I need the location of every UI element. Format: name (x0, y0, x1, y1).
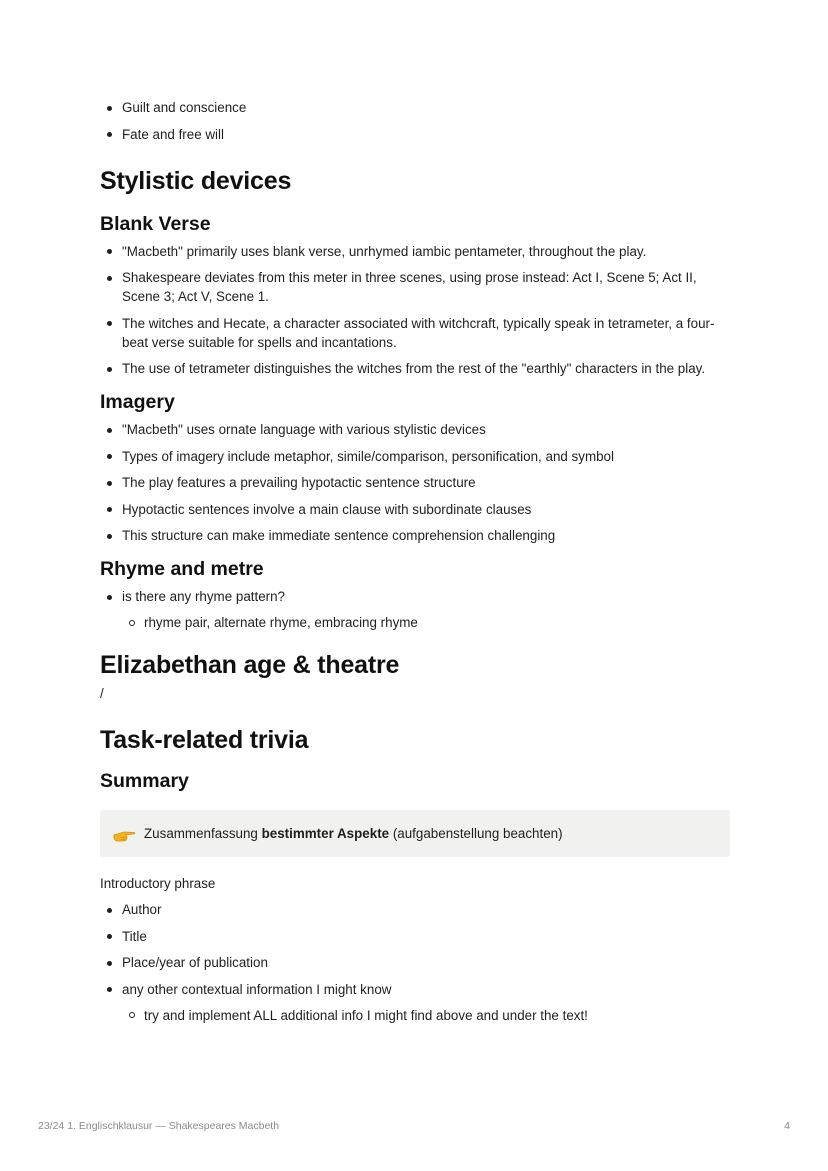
pointing-hand-icon (112, 826, 136, 844)
heading-rhyme-and-metre: Rhyme and metre (100, 558, 264, 580)
sublist-item: rhyme pair, alternate rhyme, embracing rhyme (122, 613, 730, 632)
list-item: This structure can make immediate sentence comprehension challenging (100, 526, 730, 545)
heading-summary: Summary (100, 770, 189, 792)
page-footer (38, 1120, 790, 1132)
list-item: Fate and free will (100, 125, 730, 144)
heading-task-related-trivia: Task-related trivia (100, 726, 309, 754)
list-item: "Macbeth" primarily uses blank verse, unrhymed iambic pentameter, throughout the play. (100, 242, 730, 261)
list-item: The use of tetrameter distinguishes the witches from the rest of the "earthly" characters in the play. (100, 359, 730, 378)
list-item: Place/year of publication (100, 953, 730, 972)
blank-verse-list (100, 242, 730, 379)
callout-box (100, 810, 730, 857)
list-item: The play features a prevailing hypotactic sentence structure (100, 473, 730, 492)
list-item: The witches and Hecate, a character associated with witchcraft, typically speak in tetrameter, a four-beat verse suitable for spells and incantations. (100, 314, 730, 352)
list-item-text: is there any rhyme pattern? (122, 589, 286, 604)
page-content (100, 98, 730, 1032)
summary-sublist (122, 1006, 730, 1025)
list-item: Title (100, 927, 730, 946)
elizabethan-body: / (100, 686, 104, 701)
list-item-text: any other contextual information I might know (122, 981, 392, 997)
footer-title: 23/24 1. Englischklausur — Shakespeares Macbeth (38, 1120, 280, 1132)
heading-blank-verse: Blank Verse (100, 212, 211, 235)
page-number: 4 (784, 1120, 790, 1132)
summary-list (100, 900, 730, 1025)
introductory-phrase: Introductory phrase (100, 876, 216, 891)
heading-elizabethan-age: Elizabethan age & theatre (100, 651, 400, 679)
callout-text: Zusammenfassung bestimmter Aspekte (aufgabenstellung beachten) (144, 826, 563, 841)
heading-stylistic-devices: Stylistic devices (100, 166, 292, 195)
list-item (100, 980, 730, 1025)
list-item: Hypotactic sentences involve a main clause with subordinate clauses (100, 500, 730, 519)
callout-bold: bestimmter Aspekte (261, 826, 390, 841)
imagery-list (100, 420, 730, 545)
rhyme-list (100, 587, 730, 632)
list-item: Types of imagery include metaphor, simile/comparison, personification, and symbol (100, 447, 730, 466)
rhyme-sublist (122, 613, 730, 632)
list-item (100, 587, 730, 632)
sublist-item: try and implement ALL additional info I might find above and under the text! (122, 1006, 730, 1025)
list-item: Author (100, 900, 730, 919)
list-item: "Macbeth" uses ornate language with various stylistic devices (100, 420, 730, 439)
heading-imagery: Imagery (100, 391, 175, 413)
list-item: Guilt and conscience (100, 98, 730, 117)
themes-list (100, 98, 730, 144)
list-item: Shakespeare deviates from this meter in three scenes, using prose instead: Act I, Scene 5; Act II, Scene 3; Act V, Scene 1. (100, 268, 730, 306)
